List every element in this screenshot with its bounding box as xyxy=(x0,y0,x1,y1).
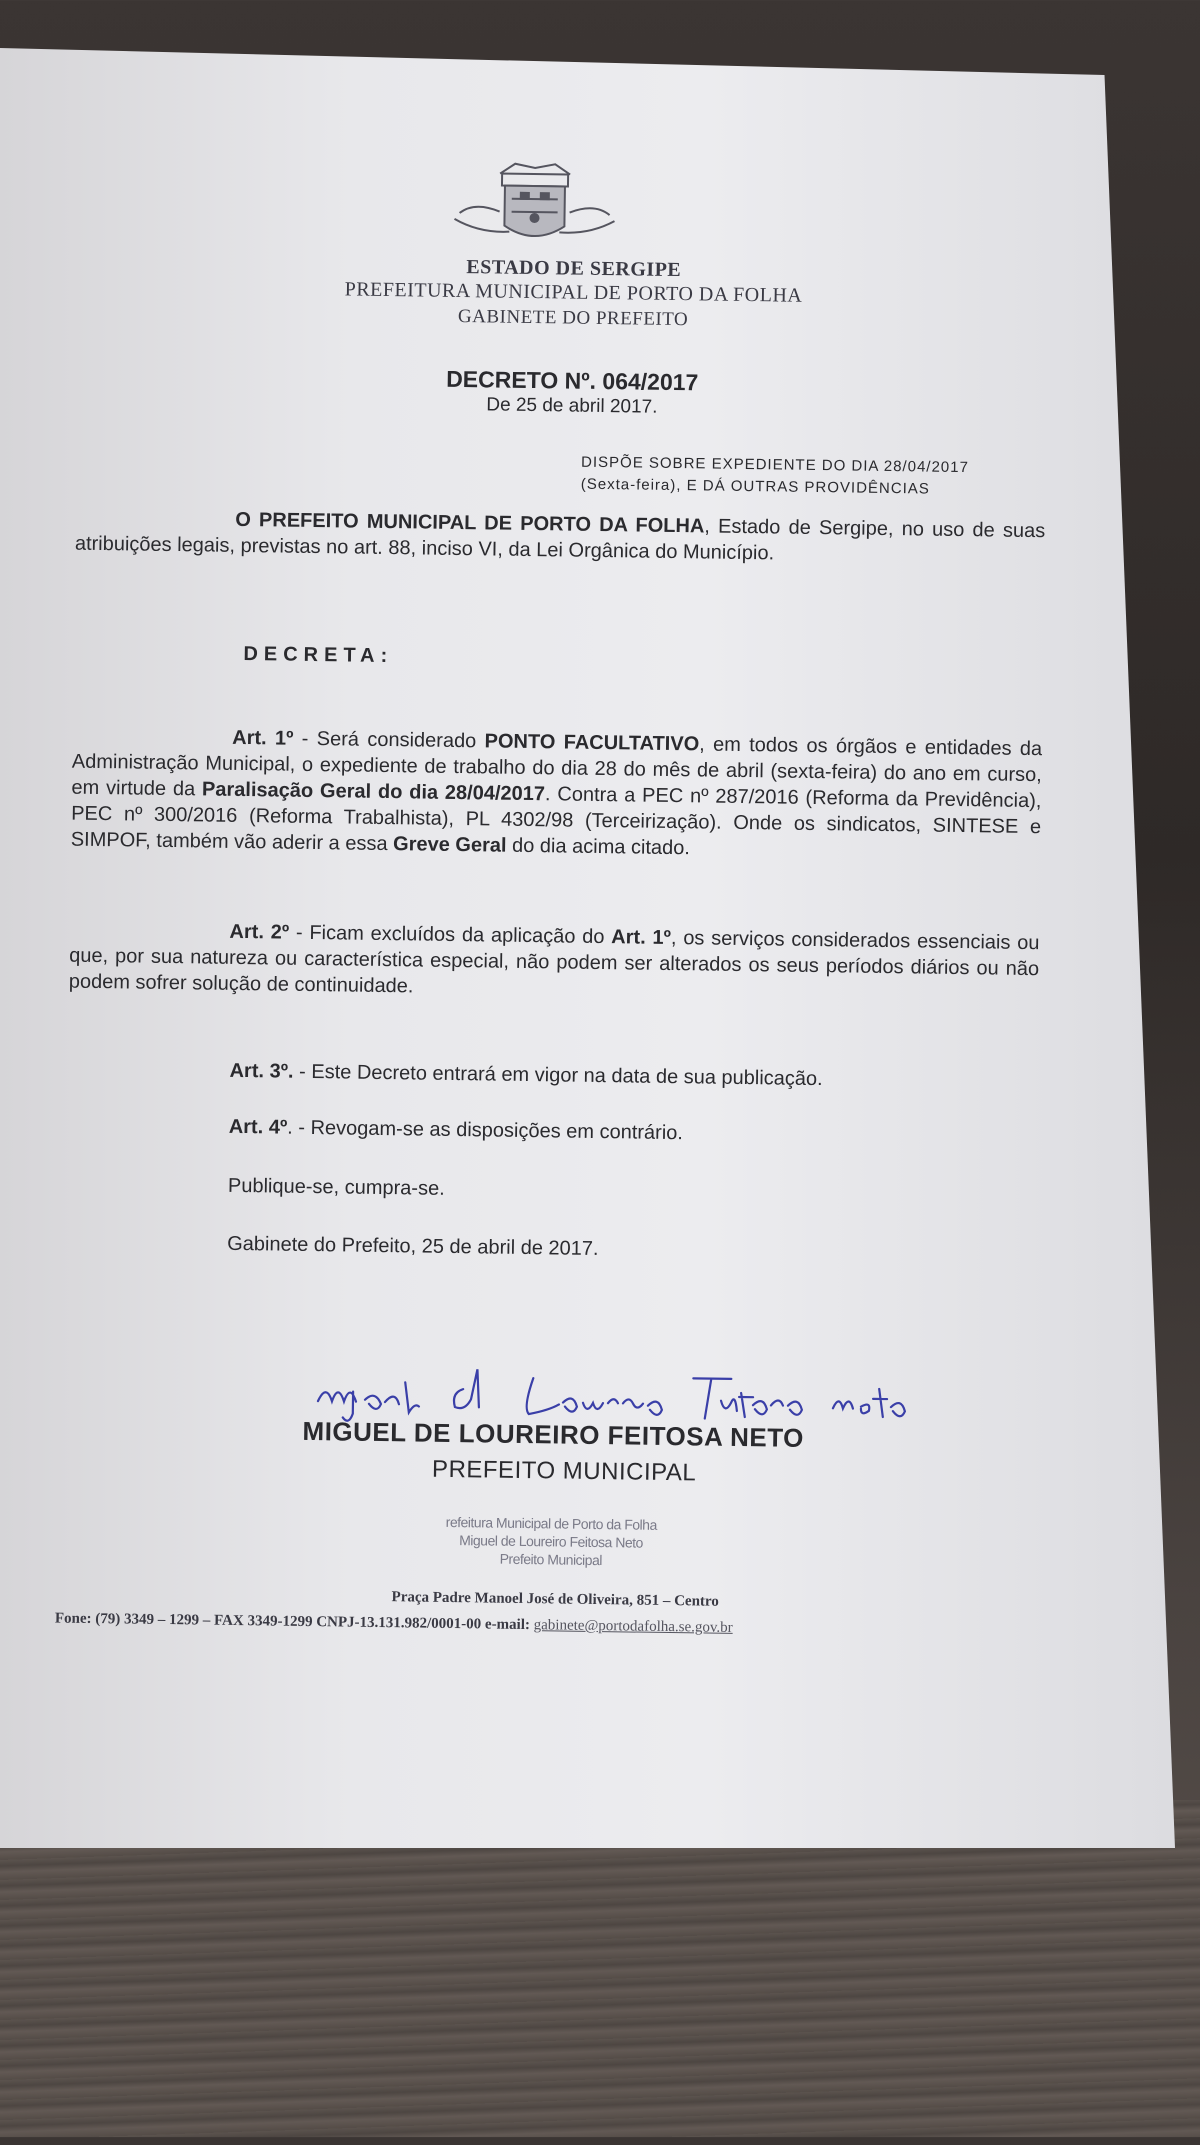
art2-bold-1: Art. 1º xyxy=(611,926,672,949)
art1-bold-2: Paralisação Geral do dia 28/04/2017 xyxy=(201,778,546,806)
article-2 xyxy=(69,917,1040,1009)
article-4 xyxy=(229,1116,683,1145)
art3-label: Art. 3º. xyxy=(229,1059,294,1083)
intro-lead: O PREFEITO MUNICIPAL DE PORTO DA FOLHA xyxy=(235,508,705,538)
handwritten-signature-text: miguel de Loureiro Feitosa neto xyxy=(313,1351,328,1353)
art1-text-2: , em todos os órgãos e entidades da Administração Municipal, o expediente de trabalho do dia 28 do mês de abril (sexta-feira) do ano em curso, em virtude da xyxy=(71,733,1043,801)
decreta-heading: DECRETA: xyxy=(243,642,394,668)
footer-email-link[interactable]: gabinete@portodafolha.se.gov.br xyxy=(533,1617,733,1636)
footer-contact-text: Fone: (79) 3349 – 1299 – FAX 3349-1299 CNPJ-13.131.982/0001-00 e-mail: xyxy=(54,1610,534,1634)
decree-date: De 25 de abril 2017. xyxy=(486,394,658,418)
stamp-line-1: refeitura Municipal de Porto da Folha xyxy=(445,1513,657,1533)
art1-bold-3: Greve Geral xyxy=(392,833,507,857)
art4-text: . - Revogam-se as disposições em contrário. xyxy=(287,1116,684,1145)
art1-text-1: - Será considerado xyxy=(293,727,485,753)
art1-text-4: do dia acima citado. xyxy=(506,834,691,860)
art1-text-3: . Contra a PEC nº 287/2016 (Reforma da Previdência), PEC nº 300/2016 (Reforma Trabalhista), PL 4302/98 (Terceirização). Onde os sindicatos, SINTESE e SIMPOF, também vão aderir a essa xyxy=(70,783,1042,856)
stamp-line-2: Miguel de Loureiro Feitosa Neto xyxy=(459,1532,644,1551)
art2-text-2: , os serviços considerados essenciais ou que, por sua natureza ou característica especial, não podem ser alterados os seus períodos diários ou não podem sofrer solução de continuidade. xyxy=(68,926,1040,998)
official-stamp xyxy=(371,1512,732,1571)
intro-rest: , Estado de Sergipe, no uso de suas atribuições legais, previstas no art. 88, inciso VI, da Lei Orgânica do Município. xyxy=(74,515,1046,565)
footer-address: Praça Padre Manoel José de Oliveira, 851 – Centro xyxy=(391,1589,719,1610)
decree-title: DECRETO Nº. 064/2017 xyxy=(446,365,699,396)
gabinete-date-line: Gabinete do Prefeito, 25 de abril de 2017. xyxy=(227,1232,599,1261)
art4-label: Art. 4º xyxy=(228,1115,288,1139)
header-prefeitura: PREFEITURA MUNICIPAL DE PORTO DA FOLHA xyxy=(344,278,803,307)
article-3 xyxy=(229,1060,822,1091)
signatory-role: PREFEITO MUNICIPAL xyxy=(431,1455,697,1487)
art3-text: - Este Decreto entrará em vigor na data de sua publicação. xyxy=(293,1060,823,1091)
art2-text-1: - Ficam excluídos da aplicação do xyxy=(289,921,612,949)
stamp-line-3: Prefeito Municipal xyxy=(499,1550,603,1569)
header-state: ESTADO DE SERGIPE xyxy=(466,256,682,282)
municipal-crest-icon xyxy=(439,153,630,251)
intro-paragraph xyxy=(75,505,1046,571)
header-gabinete: GABINETE DO PREFEITO xyxy=(457,305,689,331)
ementa-line-1: DISPÕE SOBRE EXPEDIENTE DO DIA 28/04/2017 xyxy=(580,453,970,477)
art1-label: Art. 1º xyxy=(232,726,294,750)
footer-contact xyxy=(55,1610,733,1636)
art2-label: Art. 2º xyxy=(229,920,290,944)
ementa-line-2: (Sexta-feira), E DÁ OUTRAS PROVIDÊNCIAS xyxy=(580,475,930,498)
article-1 xyxy=(71,723,1043,867)
decree-ementa xyxy=(581,452,1062,503)
publique-line: Publique-se, cumpra-se. xyxy=(227,1174,445,1200)
signatory-name: MIGUEL DE LOUREIRO FEITOSA NETO xyxy=(302,1415,805,1453)
art1-bold-1: PONTO FACULTATIVO xyxy=(484,730,700,756)
